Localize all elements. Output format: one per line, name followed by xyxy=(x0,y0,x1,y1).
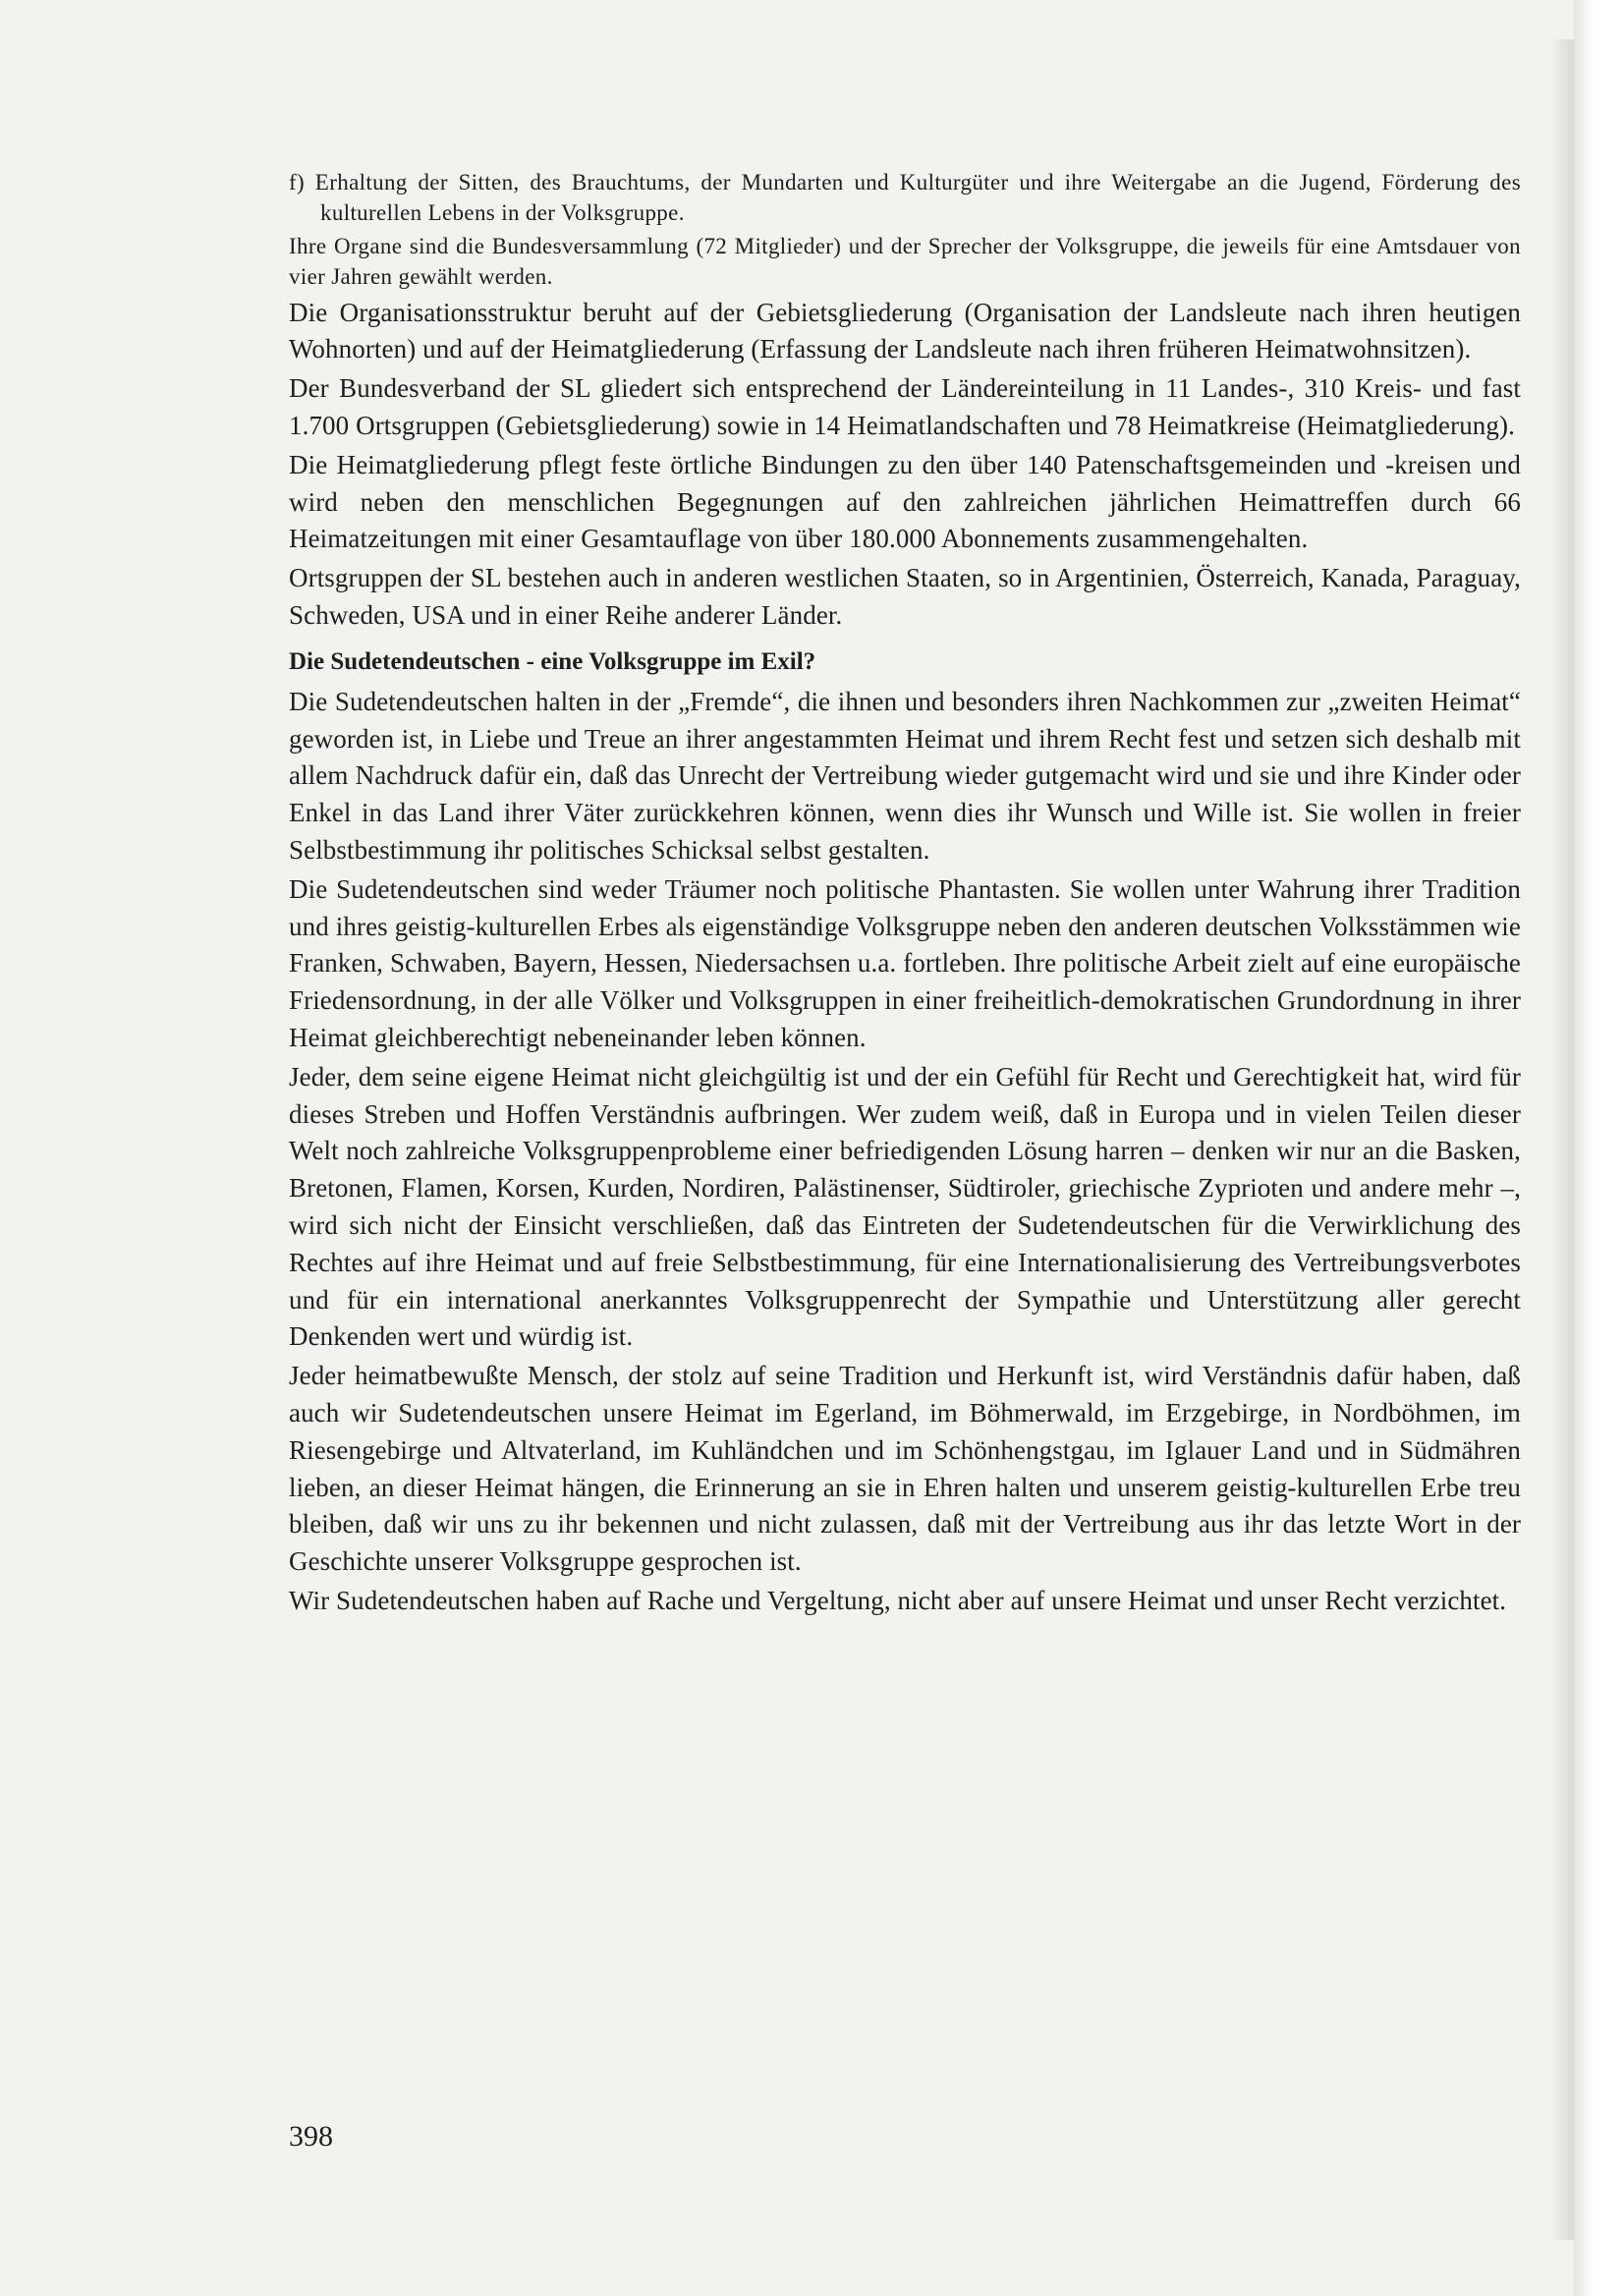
page-edge xyxy=(1574,0,1624,2296)
paragraph-organs: Ihre Organe sind die Bundesversammlung (72 Mitglieder) und der Sprecher der Volksgruppe, die jeweils für eine Amtsdauer von vier Jahren gewählt werden. xyxy=(289,233,1521,290)
list-item-f: f) Erhaltung der Sitten, des Brauchtums, der Mundarten und Kulturgüter und ihre Weitergabe an die Jugend, Förderung des kulturellen Lebens in der Volksgruppe. xyxy=(289,170,1521,226)
paragraph-jeder: Jeder, dem seine eigene Heimat nicht gleichgültig ist und der ein Gefühl für Recht und Gerechtigkeit hat, wird für dieses Streben und Hoffen Verständnis aufbringen. Wer zudem weiß, daß in Europa und in vielen Teilen dieser Welt noch zahlreiche Volksgruppenprobleme einer befriedigenden Lösung harren – denken wir nur an die Basken, Bretonen, Flamen, Korsen, Kurden, Nordiren, Palästinenser, Südtiroler, griechische Zyprioten und andere mehr –, wird sich nicht der Einsicht verschließen, daß das Eintreten der Sudetendeutschen für die Verwirklichung des Rechtes auf ihre Heimat und auf freie Selbstbestimmung, für eine Internationalisierung des Vertreibungsverbotes und für ein international anerkanntes Volksgruppenrecht der Sympathie und Unterstützung aller gerecht Denkenden wert und würdig ist. xyxy=(289,1061,1521,1352)
body-text xyxy=(289,167,1521,1622)
section-heading: Die Sudetendeutschen - eine Volksgruppe im Exil? xyxy=(289,647,816,675)
paragraph-verzicht: Wir Sudetendeutschen haben auf Rache und Vergeltung, nicht aber auf unsere Heimat und unser Recht verzichtet. xyxy=(289,1585,1507,1615)
gutter-shadow xyxy=(1548,39,1574,2240)
paragraph-heimatgliederung: Die Heimatgliederung pflegt feste örtliche Bindungen zu den über 140 Patenschaftsgemeinden und -kreisen und wird neben den menschlichen Begegnungen auf den zahlreichen jährlichen Heimattreffen durch 66 Heimatzeitungen mit einer Gesamtauflage von über 180.000 Abonnements zusammengehalten. xyxy=(289,449,1521,554)
paragraph-fremde: Die Sudetendeutschen halten in der „Fremde“, die ihnen und besonders ihren Nachkommen zur „zweiten Heimat“ geworden ist, in Liebe und Treue an ihrer angestammten Heimat und ihrem Recht fest und setzen sich deshalb mit allem Nachdruck dafür ein, daß das Unrecht der Vertreibung wieder gutgemacht wird und sie und ihre Kinder oder Enkel in das Land ihrer Väter zurückkehren können, wenn dies ihr Wunsch und Wille ist. Sie wollen in freier Selbstbestimmung ihr politisches Schicksal selbst gestalten. xyxy=(289,686,1521,865)
paragraph-ortsgruppen: Ortsgruppen der SL bestehen auch in anderen westlichen Staaten, so in Argentinien, Österreich, Kanada, Paraguay, Schweden, USA und in einer Reihe anderer Länder. xyxy=(289,563,1521,630)
paragraph-traeumer: Die Sudetendeutschen sind weder Träumer noch politische Phantasten. Sie wollen unter Wahrung ihrer Tradition und ihres geistig-kulturellen Erbes als eigenständige Volksgruppe neben den anderen deutschen Volksstämmen wie Franken, Schwaben, Bayern, Hessen, Niedersachsen u.a. fortleben. Ihre politische Arbeit zielt auf eine europäische Friedensordnung, in der alle Völker und Volksgruppen in einer freiheitlich-demokratischen Grundordnung in ihrer Heimat gleichberechtigt nebeneinander leben können. xyxy=(289,873,1521,1052)
paragraph-bundesverband: Der Bundesverband der SL gliedert sich entsprechend der Ländereinteilung in 11 Landes-, 310 Kreis- und fast 1.700 Ortsgruppen (Gebietsgliederung) sowie in 14 Heimatlandschaften und 78 Heimatkreise (Heimatgliederung). xyxy=(289,373,1521,441)
page-number: 398 xyxy=(289,2120,333,2153)
paragraph-organisation: Die Organisationsstruktur beruht auf der Gebietsgliederung (Organisation der Landsleute nach ihren heutigen Wohnorten) und auf der Heimatgliederung (Erfassung der Landsleute nach ihren früheren Heimatwohnsitzen). xyxy=(289,297,1521,364)
paragraph-heimatbewusst: Jeder heimatbewußte Mensch, der stolz auf seine Tradition und Herkunft ist, wird Verständnis dafür haben, daß auch wir Sudetendeutschen unsere Heimat im Egerland, im Böhmerwald, im Erzgebirge, in Nordböhmen, im Riesengebirge und Altvaterland, im Kuhländchen und im Schönhengstgau, im Iglauer Land und in Südmähren lieben, an dieser Heimat hängen, die Erinnerung an sie in Ehren halten und unserem geistig-kulturellen Erbe treu bleiben, daß wir uns zu ihr bekennen und nicht zulassen, daß mit der Vertreibung aus ihr das letzte Wort in der Geschichte unserer Volksgruppe gesprochen ist. xyxy=(289,1361,1521,1577)
